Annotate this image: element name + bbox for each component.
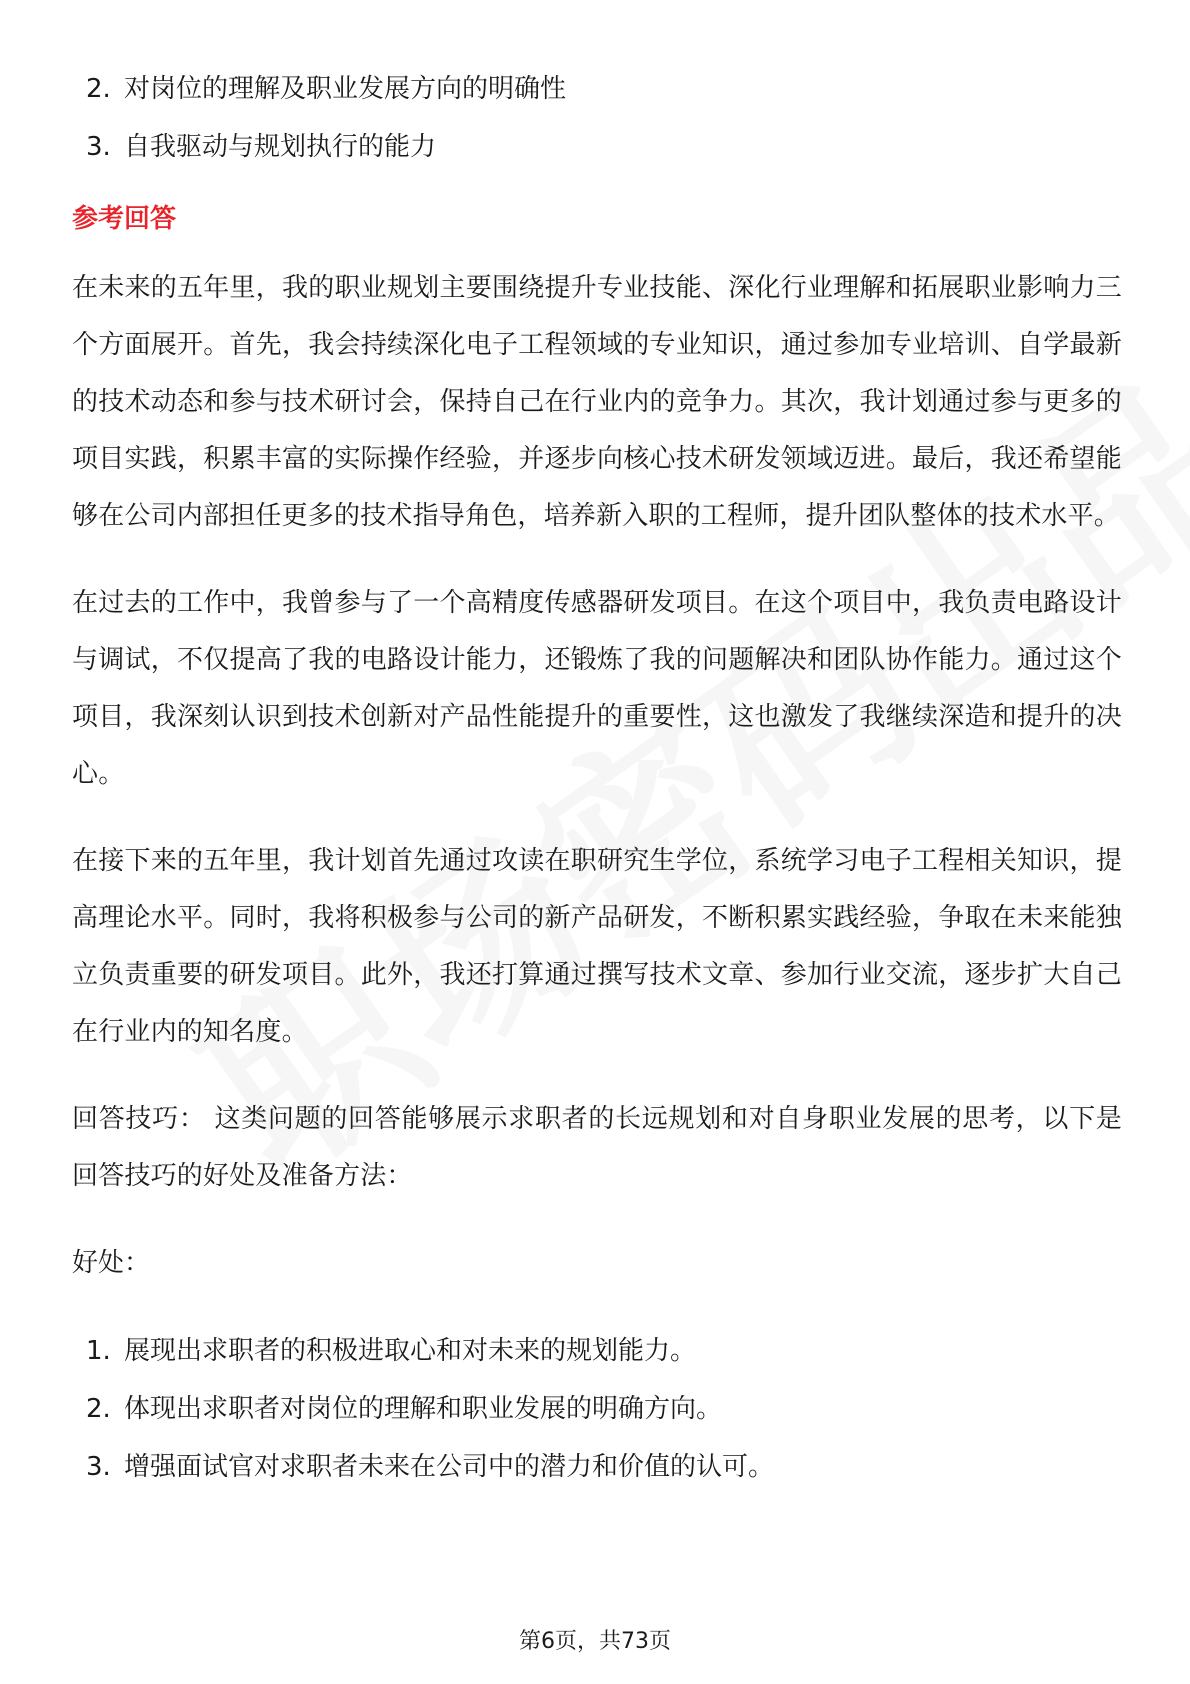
list-item-number: 3. [86, 1452, 111, 1482]
page-content [72, 60, 1122, 1496]
top-numbered-list [72, 60, 1122, 176]
list-item-number: 1. [86, 1336, 111, 1366]
list-item-number: 2. [86, 74, 111, 104]
section-title: 参考回答 [72, 204, 177, 234]
list-item-text: 体现出求职者对岗位的理解和职业发展的明确方向。 [124, 1394, 723, 1424]
list-item [72, 118, 1122, 176]
benefits-list [72, 1322, 1122, 1496]
list-item [72, 1322, 1122, 1380]
page-number-footer: 第6页，共73页 [519, 1629, 671, 1654]
list-item [72, 1380, 1122, 1438]
list-item-number: 2. [86, 1394, 111, 1424]
list-item-text: 增强面试官对求职者未来在公司中的潜力和价值的认可。 [124, 1452, 775, 1482]
tips-paragraph: 回答技巧： 这类问题的回答能够展示求职者的长远规划和对自身职业发展的思考，以下是回答技巧的好处及准备方法： [72, 1104, 1123, 1191]
list-item [72, 60, 1122, 118]
list-item-number: 3. [86, 132, 111, 162]
list-item-text: 展现出求职者的积极进取心和对未来的规划能力。 [124, 1336, 697, 1366]
list-item-text: 对岗位的理解及职业发展方向的明确性 [124, 74, 567, 104]
benefits-label: 好处： [72, 1248, 151, 1278]
list-item-text: 自我驱动与规划执行的能力 [124, 132, 437, 162]
answer-paragraph: 在过去的工作中，我曾参与了一个高精度传感器研发项目。在这个项目中，我负责电路设计与调试，不仅提高了我的电路设计能力，还锻炼了我的问题解决和团队协作能力。通过这个项目，我深刻认识到技术创新对产品性能提升的重要性，这也激发了我继续深造和提升的决心。 [72, 588, 1122, 789]
list-item [72, 1438, 1122, 1496]
answer-paragraph: 在未来的五年里，我的职业规划主要围绕提升专业技能、深化行业理解和拓展职业影响力三个方面展开。首先，我会持续深化电子工程领域的专业知识，通过参加专业培训、自学最新的技术动态和参与技术研讨会，保持自己在行业内的竞争力。其次，我计划通过参与更多的项目实践，积累丰富的实际操作经验，并逐步向核心技术研发领域迈进。最后，我还希望能够在公司内部担任更多的技术指导角色，培养新入职的工程师，提升团队整体的技术水平。 [72, 273, 1122, 531]
answer-paragraph: 在接下来的五年里，我计划首先通过攻读在职研究生学位，系统学习电子工程相关知识，提高理论水平。同时，我将积极参与公司的新产品研发，不断积累实践经验，争取在未来能独立负责重要的研发项目。此外，我还打算通过撰写技术文章、参加行业交流，逐步扩大自己在行业内的知名度。 [72, 846, 1122, 1047]
